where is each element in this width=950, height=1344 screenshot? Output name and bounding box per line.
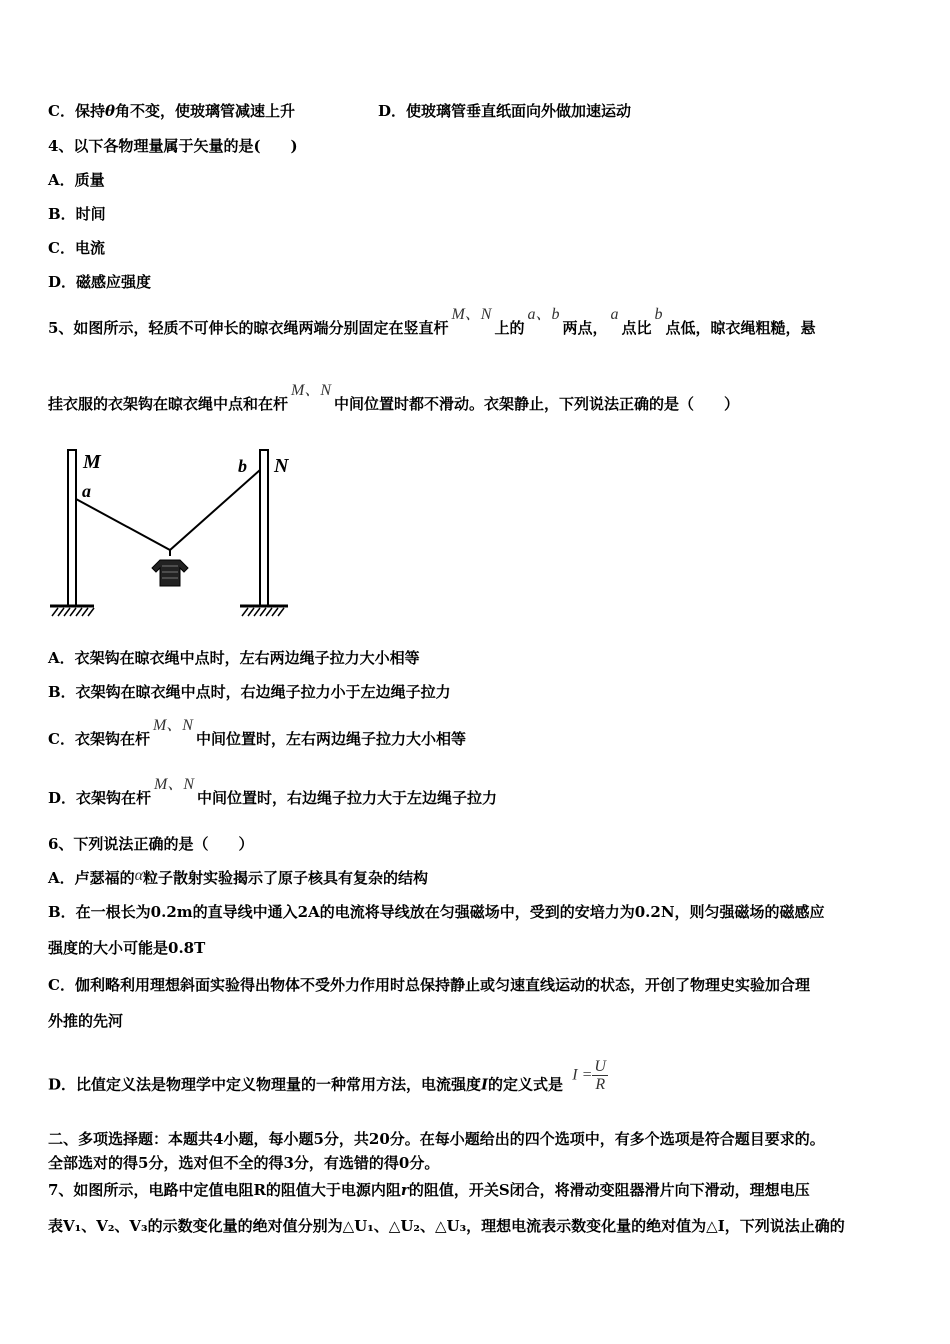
prev-option-c: C．保持θ角不变，使玻璃管减速上升 <box>48 102 295 120</box>
shirt-icon <box>152 550 188 586</box>
current-definition-formula: I = $\frac{U}{R}$ <box>572 1058 606 1093</box>
q6-option-a: A．卢瑟福的α粒子散射实验揭示了原子核具有复杂的结构 <box>48 867 429 887</box>
q5-stem-line2: 挂衣服的衣架钩在晾衣绳中点和在杆M、N中间位置时都不滑动。衣架静止，下列说法正确的是（ ） <box>48 382 740 413</box>
q7-stem-line1: 7、如图所示，电路中定值电阻R的阻值大于电源内阻r的阻值，开关S闭合，将滑动变阻器滑片向下滑动，理想电压 <box>48 1181 810 1199</box>
ground-right <box>240 606 288 616</box>
q4-option-d: D．磁感应强度 <box>48 273 152 291</box>
q5-option-b: B．衣架钩在晾衣绳中点时，右边绳子拉力小于左边绳子拉力 <box>48 683 451 701</box>
section2-line2: 全部选对的得5分，选对但不全的得3分，有选错的得0分。 <box>48 1154 440 1172</box>
q6-stem: 6、下列说法正确的是（ ） <box>48 835 254 853</box>
section2-line1: 二、多项选择题：本题共4小题，每小题5分，共20分。在每小题给出的四个选项中，有多个选项是符合题目要求的。 <box>48 1130 825 1148</box>
q4-option-b: B．时间 <box>48 205 106 223</box>
pole-m <box>68 450 76 606</box>
pole-n <box>260 450 268 606</box>
label-a: a <box>82 481 91 501</box>
label-n: N <box>274 455 289 477</box>
q5-option-a: A．衣架钩在晾衣绳中点时，左右两边绳子拉力大小相等 <box>48 649 420 667</box>
q5-stem-line1: 5、如图所示，轻质不可伸长的晾衣绳两端分别固定在竖直杆M、N上的a、b两点，a点比b点低，晾衣绳粗糙，悬 <box>48 306 816 337</box>
label-b: b <box>238 456 247 476</box>
q4-option-c: C．电流 <box>48 239 105 257</box>
q5-option-d: D．衣架钩在杆M、N中间位置时，右边绳子拉力大于左边绳子拉力 <box>48 776 498 807</box>
q6-option-d: D．比值定义法是物理学中定义物理量的一种常用方法，电流强度I的定义式是 I = $\frac{U}{R}$ <box>48 1058 606 1094</box>
clothesline-figure <box>44 440 304 630</box>
q4-stem: 4、以下各物理量属于矢量的是( ) <box>48 137 298 155</box>
q6-option-b-line1: B．在一根长为0.2m的直导线中通入2A的电流将导线放在匀强磁场中，受到的安培力为0.2N，则匀强磁场的磁感应 <box>48 903 825 921</box>
prev-option-d: D．使玻璃管垂直纸面向外做加速运动 <box>378 102 632 120</box>
ground-left <box>50 606 94 616</box>
q7-stem-line2: 表V₁、V₂、V₃的示数变化量的绝对值分别为△U₁、△U₂、△U₃，理想电流表示数变化量的绝对值为△I，下列说法止确的 <box>48 1217 845 1235</box>
q5-option-c: C．衣架钩在杆M、N中间位置时，左右两边绳子拉力大小相等 <box>48 717 466 748</box>
rope <box>76 470 260 550</box>
q6-option-c-line2: 外推的先河 <box>48 1012 124 1030</box>
q6-option-b-line2: 强度的大小可能是0.8T <box>48 939 206 957</box>
label-m: M <box>83 451 101 473</box>
q6-option-c-line1: C．伽利略利用理想斜面实验得出物体不受外力作用时总保持静止或匀速直线运动的状态，开创了物理史实验加合理 <box>48 976 810 994</box>
q4-option-a: A．质量 <box>48 171 105 189</box>
